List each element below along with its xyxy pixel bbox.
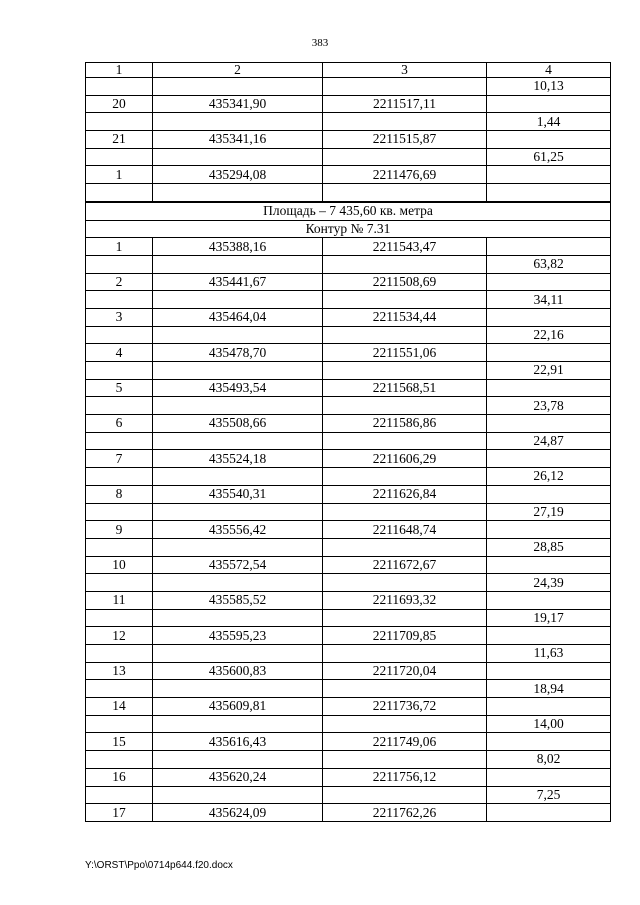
cell-x-coordinate (153, 148, 323, 166)
cell-y-coordinate (323, 503, 487, 521)
cell-distance (487, 379, 611, 397)
cell-point-number (86, 255, 153, 273)
table-row (86, 95, 611, 113)
cell-x-coordinate: 435600,83 (153, 662, 323, 680)
cell-distance (487, 733, 611, 751)
cell-distance (487, 238, 611, 256)
cell-distance: 10,13 (487, 78, 611, 96)
cell-distance (487, 698, 611, 716)
cell-x-coordinate (153, 326, 323, 344)
table-row (86, 326, 611, 344)
cell-x-coordinate (153, 362, 323, 380)
section-title: Площадь – 7 435,60 кв. метра (86, 202, 611, 220)
cell-x-coordinate (153, 680, 323, 698)
table-row (86, 415, 611, 433)
cell-point-number (86, 184, 153, 202)
table-row (86, 432, 611, 450)
table-row (86, 733, 611, 751)
table-row (86, 131, 611, 149)
cell-distance (487, 415, 611, 433)
cell-y-coordinate: 2211515,87 (323, 131, 487, 149)
cell-distance (487, 627, 611, 645)
coordinates-table-container (85, 62, 610, 822)
table-row (86, 468, 611, 486)
cell-x-coordinate (153, 397, 323, 415)
cell-x-coordinate: 435595,23 (153, 627, 323, 645)
cell-y-coordinate: 2211762,26 (323, 804, 487, 822)
cell-x-coordinate (153, 538, 323, 556)
cell-point-number (86, 78, 153, 96)
coordinates-table (85, 62, 611, 822)
cell-y-coordinate: 2211476,69 (323, 166, 487, 184)
cell-x-coordinate (153, 715, 323, 733)
cell-point-number: 17 (86, 804, 153, 822)
cell-point-number (86, 715, 153, 733)
section-title: Контур № 7.31 (86, 220, 611, 238)
cell-x-coordinate (153, 574, 323, 592)
cell-y-coordinate: 2211720,04 (323, 662, 487, 680)
cell-point-number: 3 (86, 308, 153, 326)
cell-point-number: 1 (86, 238, 153, 256)
cell-y-coordinate (323, 538, 487, 556)
header-cell-x: 2 (153, 63, 323, 78)
cell-y-coordinate (323, 715, 487, 733)
table-row (86, 450, 611, 468)
cell-point-number: 8 (86, 485, 153, 503)
table-row (86, 255, 611, 273)
cell-x-coordinate: 435585,52 (153, 591, 323, 609)
table-row (86, 662, 611, 680)
table-row (86, 184, 611, 202)
table-row (86, 485, 611, 503)
cell-point-number: 6 (86, 415, 153, 433)
cell-x-coordinate (153, 184, 323, 202)
cell-x-coordinate (153, 432, 323, 450)
cell-x-coordinate: 435341,90 (153, 95, 323, 113)
cell-y-coordinate: 2211709,85 (323, 627, 487, 645)
cell-y-coordinate: 2211508,69 (323, 273, 487, 291)
cell-y-coordinate: 2211626,84 (323, 485, 487, 503)
cell-x-coordinate (153, 609, 323, 627)
cell-point-number (86, 113, 153, 131)
table-row (86, 238, 611, 256)
header-cell-y: 3 (323, 63, 487, 78)
cell-distance: 1,44 (487, 113, 611, 131)
cell-point-number (86, 291, 153, 309)
cell-y-coordinate (323, 148, 487, 166)
cell-point-number (86, 468, 153, 486)
cell-distance: 19,17 (487, 609, 611, 627)
cell-point-number: 10 (86, 556, 153, 574)
cell-x-coordinate: 435572,54 (153, 556, 323, 574)
cell-distance: 22,16 (487, 326, 611, 344)
cell-y-coordinate: 2211648,74 (323, 521, 487, 539)
cell-y-coordinate: 2211693,32 (323, 591, 487, 609)
cell-x-coordinate: 435464,04 (153, 308, 323, 326)
table-row (86, 362, 611, 380)
cell-distance (487, 273, 611, 291)
cell-point-number (86, 397, 153, 415)
cell-distance (487, 166, 611, 184)
cell-y-coordinate (323, 574, 487, 592)
table-row (86, 556, 611, 574)
cell-distance (487, 450, 611, 468)
cell-point-number: 12 (86, 627, 153, 645)
table-row (86, 591, 611, 609)
cell-point-number: 4 (86, 344, 153, 362)
cell-y-coordinate (323, 432, 487, 450)
table-row (86, 751, 611, 769)
table-row (86, 645, 611, 663)
cell-distance (487, 556, 611, 574)
cell-y-coordinate (323, 680, 487, 698)
cell-y-coordinate: 2211756,12 (323, 768, 487, 786)
cell-y-coordinate (323, 609, 487, 627)
cell-y-coordinate (323, 291, 487, 309)
cell-point-number (86, 148, 153, 166)
cell-y-coordinate: 2211736,72 (323, 698, 487, 716)
table-row (86, 786, 611, 804)
cell-distance (487, 184, 611, 202)
cell-y-coordinate: 2211517,11 (323, 95, 487, 113)
cell-y-coordinate (323, 255, 487, 273)
cell-distance (487, 485, 611, 503)
cell-y-coordinate (323, 326, 487, 344)
cell-y-coordinate (323, 184, 487, 202)
cell-x-coordinate: 435493,54 (153, 379, 323, 397)
cell-distance (487, 95, 611, 113)
header-cell-point: 1 (86, 63, 153, 78)
header-cell-distance: 4 (487, 63, 611, 78)
cell-y-coordinate: 2211551,06 (323, 344, 487, 362)
cell-distance: 26,12 (487, 468, 611, 486)
cell-y-coordinate (323, 397, 487, 415)
cell-point-number: 16 (86, 768, 153, 786)
cell-distance: 24,39 (487, 574, 611, 592)
cell-point-number (86, 751, 153, 769)
cell-point-number: 5 (86, 379, 153, 397)
cell-point-number: 1 (86, 166, 153, 184)
cell-distance: 14,00 (487, 715, 611, 733)
cell-y-coordinate (323, 751, 487, 769)
table-row (86, 291, 611, 309)
cell-x-coordinate: 435441,67 (153, 273, 323, 291)
table-row (86, 166, 611, 184)
cell-y-coordinate: 2211749,06 (323, 733, 487, 751)
cell-point-number (86, 326, 153, 344)
cell-point-number: 20 (86, 95, 153, 113)
table-row (86, 521, 611, 539)
cell-y-coordinate: 2211606,29 (323, 450, 487, 468)
cell-point-number (86, 645, 153, 663)
file-path-footer: Y:\ORST\Ppo\0714p644.f20.docx (85, 860, 233, 871)
cell-x-coordinate: 435616,43 (153, 733, 323, 751)
cell-y-coordinate: 2211568,51 (323, 379, 487, 397)
cell-point-number (86, 362, 153, 380)
cell-point-number (86, 503, 153, 521)
cell-y-coordinate: 2211672,67 (323, 556, 487, 574)
cell-point-number (86, 432, 153, 450)
cell-distance: 34,11 (487, 291, 611, 309)
cell-x-coordinate: 435294,08 (153, 166, 323, 184)
table-body (86, 78, 611, 822)
cell-y-coordinate (323, 786, 487, 804)
table-row (86, 379, 611, 397)
cell-distance (487, 591, 611, 609)
cell-x-coordinate: 435609,81 (153, 698, 323, 716)
cell-point-number (86, 786, 153, 804)
cell-y-coordinate (323, 113, 487, 131)
table-section-row (86, 202, 611, 220)
cell-y-coordinate: 2211534,44 (323, 308, 487, 326)
cell-y-coordinate: 2211543,47 (323, 238, 487, 256)
cell-point-number (86, 574, 153, 592)
cell-point-number: 2 (86, 273, 153, 291)
table-header-row (86, 63, 611, 78)
table-row (86, 273, 611, 291)
table-row (86, 78, 611, 96)
table-row (86, 148, 611, 166)
table-row (86, 715, 611, 733)
table-row (86, 768, 611, 786)
table-row (86, 804, 611, 822)
cell-point-number (86, 680, 153, 698)
table-row (86, 680, 611, 698)
cell-x-coordinate: 435624,09 (153, 804, 323, 822)
page-number: 383 (311, 37, 329, 49)
cell-y-coordinate (323, 78, 487, 96)
table-row (86, 344, 611, 362)
cell-y-coordinate: 2211586,86 (323, 415, 487, 433)
cell-x-coordinate: 435524,18 (153, 450, 323, 468)
cell-x-coordinate (153, 468, 323, 486)
cell-point-number: 21 (86, 131, 153, 149)
table-row (86, 698, 611, 716)
cell-distance: 63,82 (487, 255, 611, 273)
cell-distance: 11,63 (487, 645, 611, 663)
table-row (86, 397, 611, 415)
table-row (86, 113, 611, 131)
cell-x-coordinate (153, 255, 323, 273)
table-section-row (86, 220, 611, 238)
cell-x-coordinate (153, 503, 323, 521)
cell-x-coordinate: 435540,31 (153, 485, 323, 503)
cell-x-coordinate: 435620,24 (153, 768, 323, 786)
cell-x-coordinate: 435556,42 (153, 521, 323, 539)
cell-point-number: 9 (86, 521, 153, 539)
cell-distance: 18,94 (487, 680, 611, 698)
cell-y-coordinate (323, 468, 487, 486)
cell-x-coordinate (153, 113, 323, 131)
cell-distance (487, 804, 611, 822)
cell-distance: 24,87 (487, 432, 611, 450)
cell-distance (487, 308, 611, 326)
cell-point-number: 14 (86, 698, 153, 716)
cell-distance: 28,85 (487, 538, 611, 556)
cell-x-coordinate (153, 751, 323, 769)
cell-x-coordinate: 435341,16 (153, 131, 323, 149)
cell-point-number (86, 538, 153, 556)
cell-x-coordinate (153, 645, 323, 663)
cell-x-coordinate: 435388,16 (153, 238, 323, 256)
cell-distance: 61,25 (487, 148, 611, 166)
cell-distance: 8,02 (487, 751, 611, 769)
cell-x-coordinate (153, 291, 323, 309)
cell-distance: 27,19 (487, 503, 611, 521)
table-row (86, 538, 611, 556)
table-row (86, 574, 611, 592)
cell-point-number: 7 (86, 450, 153, 468)
cell-distance (487, 662, 611, 680)
table-row (86, 503, 611, 521)
cell-distance (487, 344, 611, 362)
cell-distance (487, 131, 611, 149)
table-row (86, 627, 611, 645)
cell-point-number: 11 (86, 591, 153, 609)
table-row (86, 609, 611, 627)
cell-point-number: 13 (86, 662, 153, 680)
cell-distance: 23,78 (487, 397, 611, 415)
cell-distance: 7,25 (487, 786, 611, 804)
cell-y-coordinate (323, 645, 487, 663)
cell-distance: 22,91 (487, 362, 611, 380)
cell-distance (487, 521, 611, 539)
cell-point-number: 15 (86, 733, 153, 751)
cell-x-coordinate (153, 786, 323, 804)
cell-y-coordinate (323, 362, 487, 380)
table-row (86, 308, 611, 326)
cell-point-number (86, 609, 153, 627)
cell-distance (487, 768, 611, 786)
cell-x-coordinate: 435478,70 (153, 344, 323, 362)
cell-x-coordinate (153, 78, 323, 96)
cell-x-coordinate: 435508,66 (153, 415, 323, 433)
